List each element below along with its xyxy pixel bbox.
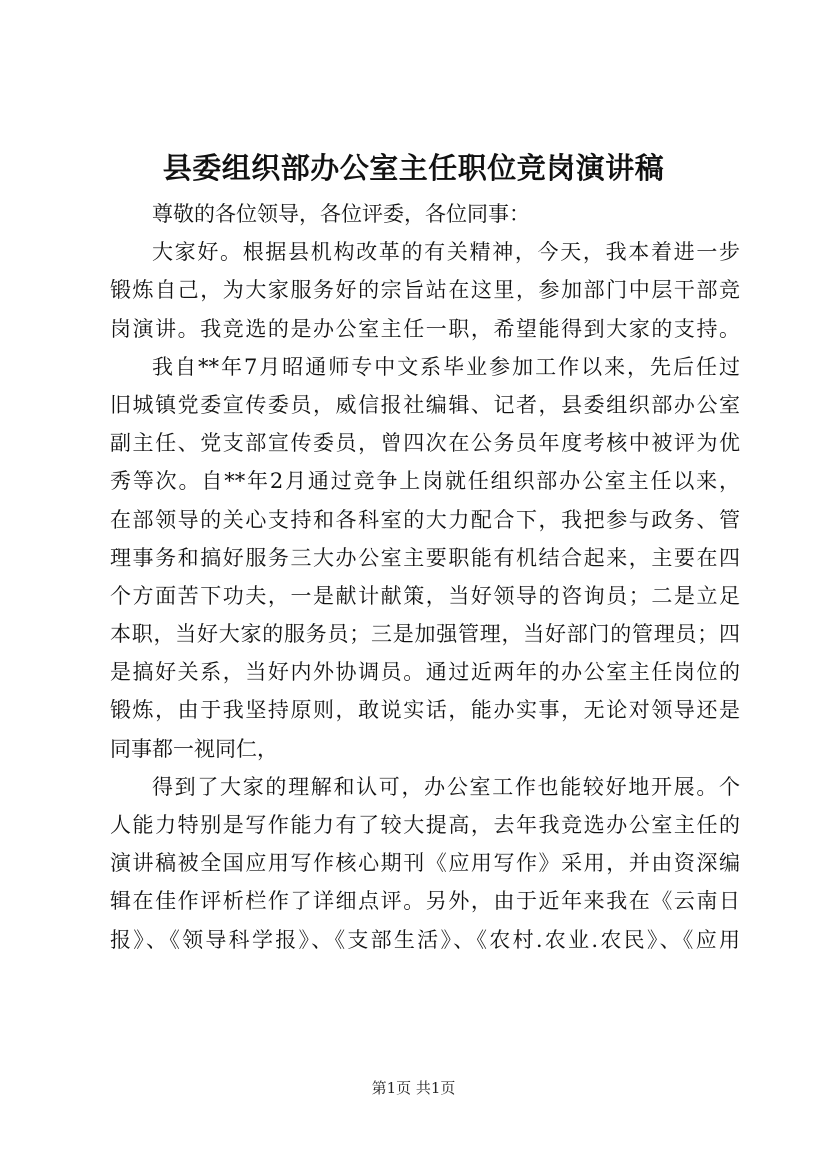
- document-body: [110, 195, 740, 959]
- document-title: 县委组织部办公室主任职位竞岗演讲稿: [162, 151, 665, 185]
- paragraph-line: 岗演讲。我竞选的是办公室主任一职，希望能得到大家的支持。: [110, 316, 740, 341]
- paragraph-line: 大家好。根据县机构改革的有关精神，今天，我本着进一步: [152, 240, 740, 265]
- paragraph-line: 我自**年7月昭通师专中文系毕业参加工作以来，先后任过: [152, 354, 740, 379]
- paragraph-line: 理事务和搞好服务三大办公室主要职能有机结合起来，主要在四: [110, 545, 740, 570]
- page-footer: 第1页 共1页: [371, 1079, 456, 1097]
- salutation-line: 尊敬的各位领导，各位评委，各位同事：: [152, 202, 530, 226]
- paragraph-line: 锻炼，由于我坚持原则，敢说实话，能办实事，无论对领导还是: [110, 698, 740, 723]
- paragraph-line: 报》、《领导科学报》、《支部生活》、《农村.农业.农民》、《应用: [110, 927, 740, 952]
- paragraph-line: 秀等次。自**年2月通过竞争上岗就任组织部办公室主任以来，: [110, 469, 740, 494]
- paragraph-line: 辑在佳作评析栏作了详细点评。另外，由于近年来我在《云南日: [110, 889, 740, 914]
- paragraph-line: 旧城镇党委宣传委员，威信报社编辑、记者，县委组织部办公室: [110, 392, 740, 417]
- paragraph-line: 人能力特别是写作能力有了较大提高，去年我竞选办公室主任的: [110, 813, 740, 837]
- paragraph-line: 是搞好关系，当好内外协调员。通过近两年的办公室主任岗位的: [110, 660, 740, 685]
- paragraph-line: 得到了大家的理解和认可，办公室工作也能较好地开展。个: [152, 774, 740, 799]
- paragraph-line: 本职，当好大家的服务员；三是加强管理，当好部门的管理员；四: [110, 622, 740, 647]
- paragraph-line: 在部领导的关心支持和各科室的大力配合下，我把参与政务、管: [110, 507, 740, 532]
- paragraph-line: 锻炼自己，为大家服务好的宗旨站在这里，参加部门中层干部竞: [110, 278, 740, 303]
- paragraph-line: 个方面苦下功夫，一是献计献策，当好领导的咨询员；二是立足: [110, 583, 740, 608]
- paragraph-line: 演讲稿被全国应用写作核心期刊《应用写作》采用，并由资深编: [110, 851, 740, 876]
- paragraph-line: 副主任、党支部宣传委员，曾四次在公务员年度考核中被评为优: [110, 431, 740, 456]
- paragraph-line: 同事都一视同仁，: [110, 736, 278, 761]
